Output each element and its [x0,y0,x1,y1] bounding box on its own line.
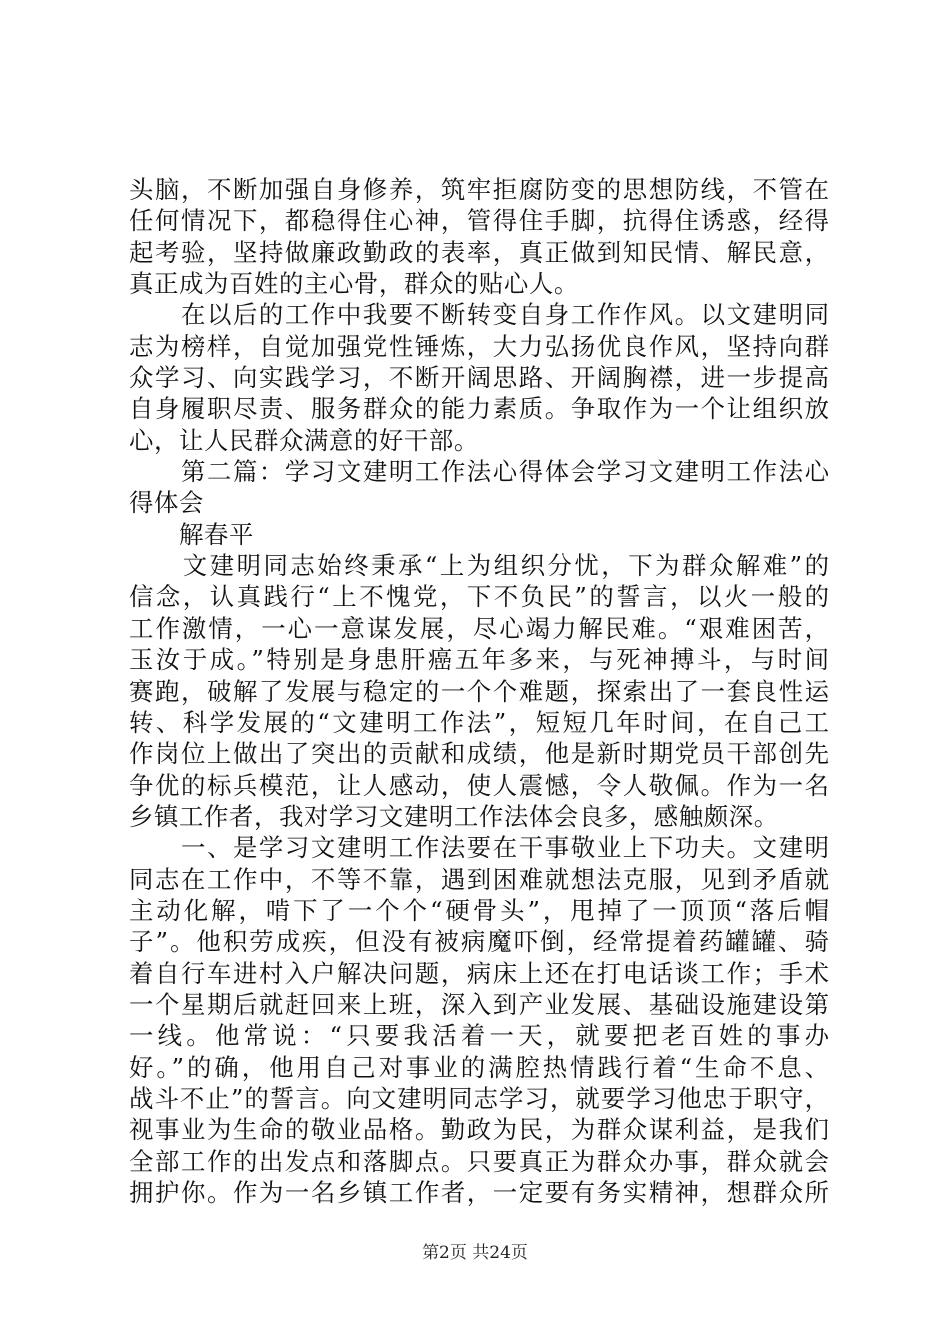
text-line: 心，让人民群众满意的好干部。 [129,425,479,455]
text-line: 在以后的工作中我要不断转变自身工作作风。以文建明同 [129,300,829,330]
text-line: 作岗位上做出了突出的贡献和成绩，他是新时期党员干部创先 [129,739,829,769]
body-text [129,174,829,1208]
author-name: 解春平 [129,519,254,549]
text-line: 赛跑，破解了发展与稳定的一个个难题，探索出了一套良性运 [129,676,829,706]
text-line: 志为榜样，自觉加强党性锤炼，大力弘扬优良作风，坚持向群 [129,331,829,361]
section-heading: 第二篇：学习文建明工作法心得体会学习文建明工作法心 [129,457,829,487]
text-line: 好。”的确，他用自己对事业的满腔热情践行着“生命不息、 [129,1052,829,1082]
text-line: 任何情况下，都稳得住心神，管得住手脚，抗得住诱惑，经得 [129,206,829,236]
text-line: 拥护你。作为一名乡镇工作者，一定要有务实精神，想群众所 [129,1178,829,1207]
text-line: 着自行车进村入户解决问题，病床上还在打电话谈工作；手术 [129,958,829,988]
text-line: 乡镇工作者，我对学习文建明工作法体会良多，感触颇深。 [129,801,779,831]
page-footer: 第2页 共24页 [422,1243,528,1263]
text-line: 战斗不止”的誓言。向文建明同志学习，就要学习他忠于职守， [129,1083,829,1113]
text-line: 子”。他积劳成疾，但没有被病魔吓倒，经常提着药罐罐、骑 [129,927,829,957]
section-heading-cont: 得体会 [129,488,204,518]
text-line: 转、科学发展的“文建明工作法”，短短几年时间，在自己工 [129,707,829,737]
text-line: 视事业为生命的敬业品格。勤政为民，为群众谋利益，是我们 [129,1115,829,1145]
text-line: 起考验，坚持做廉政勤政的表率，真正做到知民情、解民意， [129,237,829,267]
text-line: 一个星期后就赶回来上班，深入到产业发展、基础设施建设第 [129,989,829,1019]
text-line: 众学习、向实践学习，不断开阔思路、开阔胸襟，进一步提高 [129,363,829,393]
text-line: 真正成为百姓的主心骨，群众的贴心人。 [129,269,579,299]
text-line: 争优的标兵模范，让人感动，使人震憾，令人敬佩。作为一名 [129,770,829,800]
text-line: 同志在工作中，不等不靠，遇到困难就想法克服，见到矛盾就 [129,864,829,894]
text-line: 一、是学习文建明工作法要在干事敬业上下功夫。文建明 [129,833,829,863]
text-line: 工作激情，一心一意谋发展，尽心竭力解民难。“艰难困苦， [129,613,829,643]
text-line: 头脑，不断加强自身修养，筑牢拒腐防变的思想防线，不管在 [129,175,829,204]
text-line: 信念，认真践行“上不愧党，下不负民”的誓言，以火一般的 [129,582,829,612]
text-line: 文建明同志始终秉承“上为组织分忧，下为群众解难”的 [129,551,829,581]
text-line: 一线。他常说：“只要我活着一天，就要把老百姓的事办 [129,1021,829,1051]
text-line: 玉汝于成。”特别是身患肝癌五年多来，与死神搏斗，与时间 [129,645,829,675]
text-line: 全部工作的出发点和落脚点。只要真正为群众办事，群众就会 [129,1146,829,1176]
text-line: 自身履职尽责、服务群众的能力素质。争取作为一个让组织放 [129,394,829,424]
text-line: 主动化解，啃下了一个个“硬骨头”，甩掉了一顶顶“落后帽 [129,895,829,925]
